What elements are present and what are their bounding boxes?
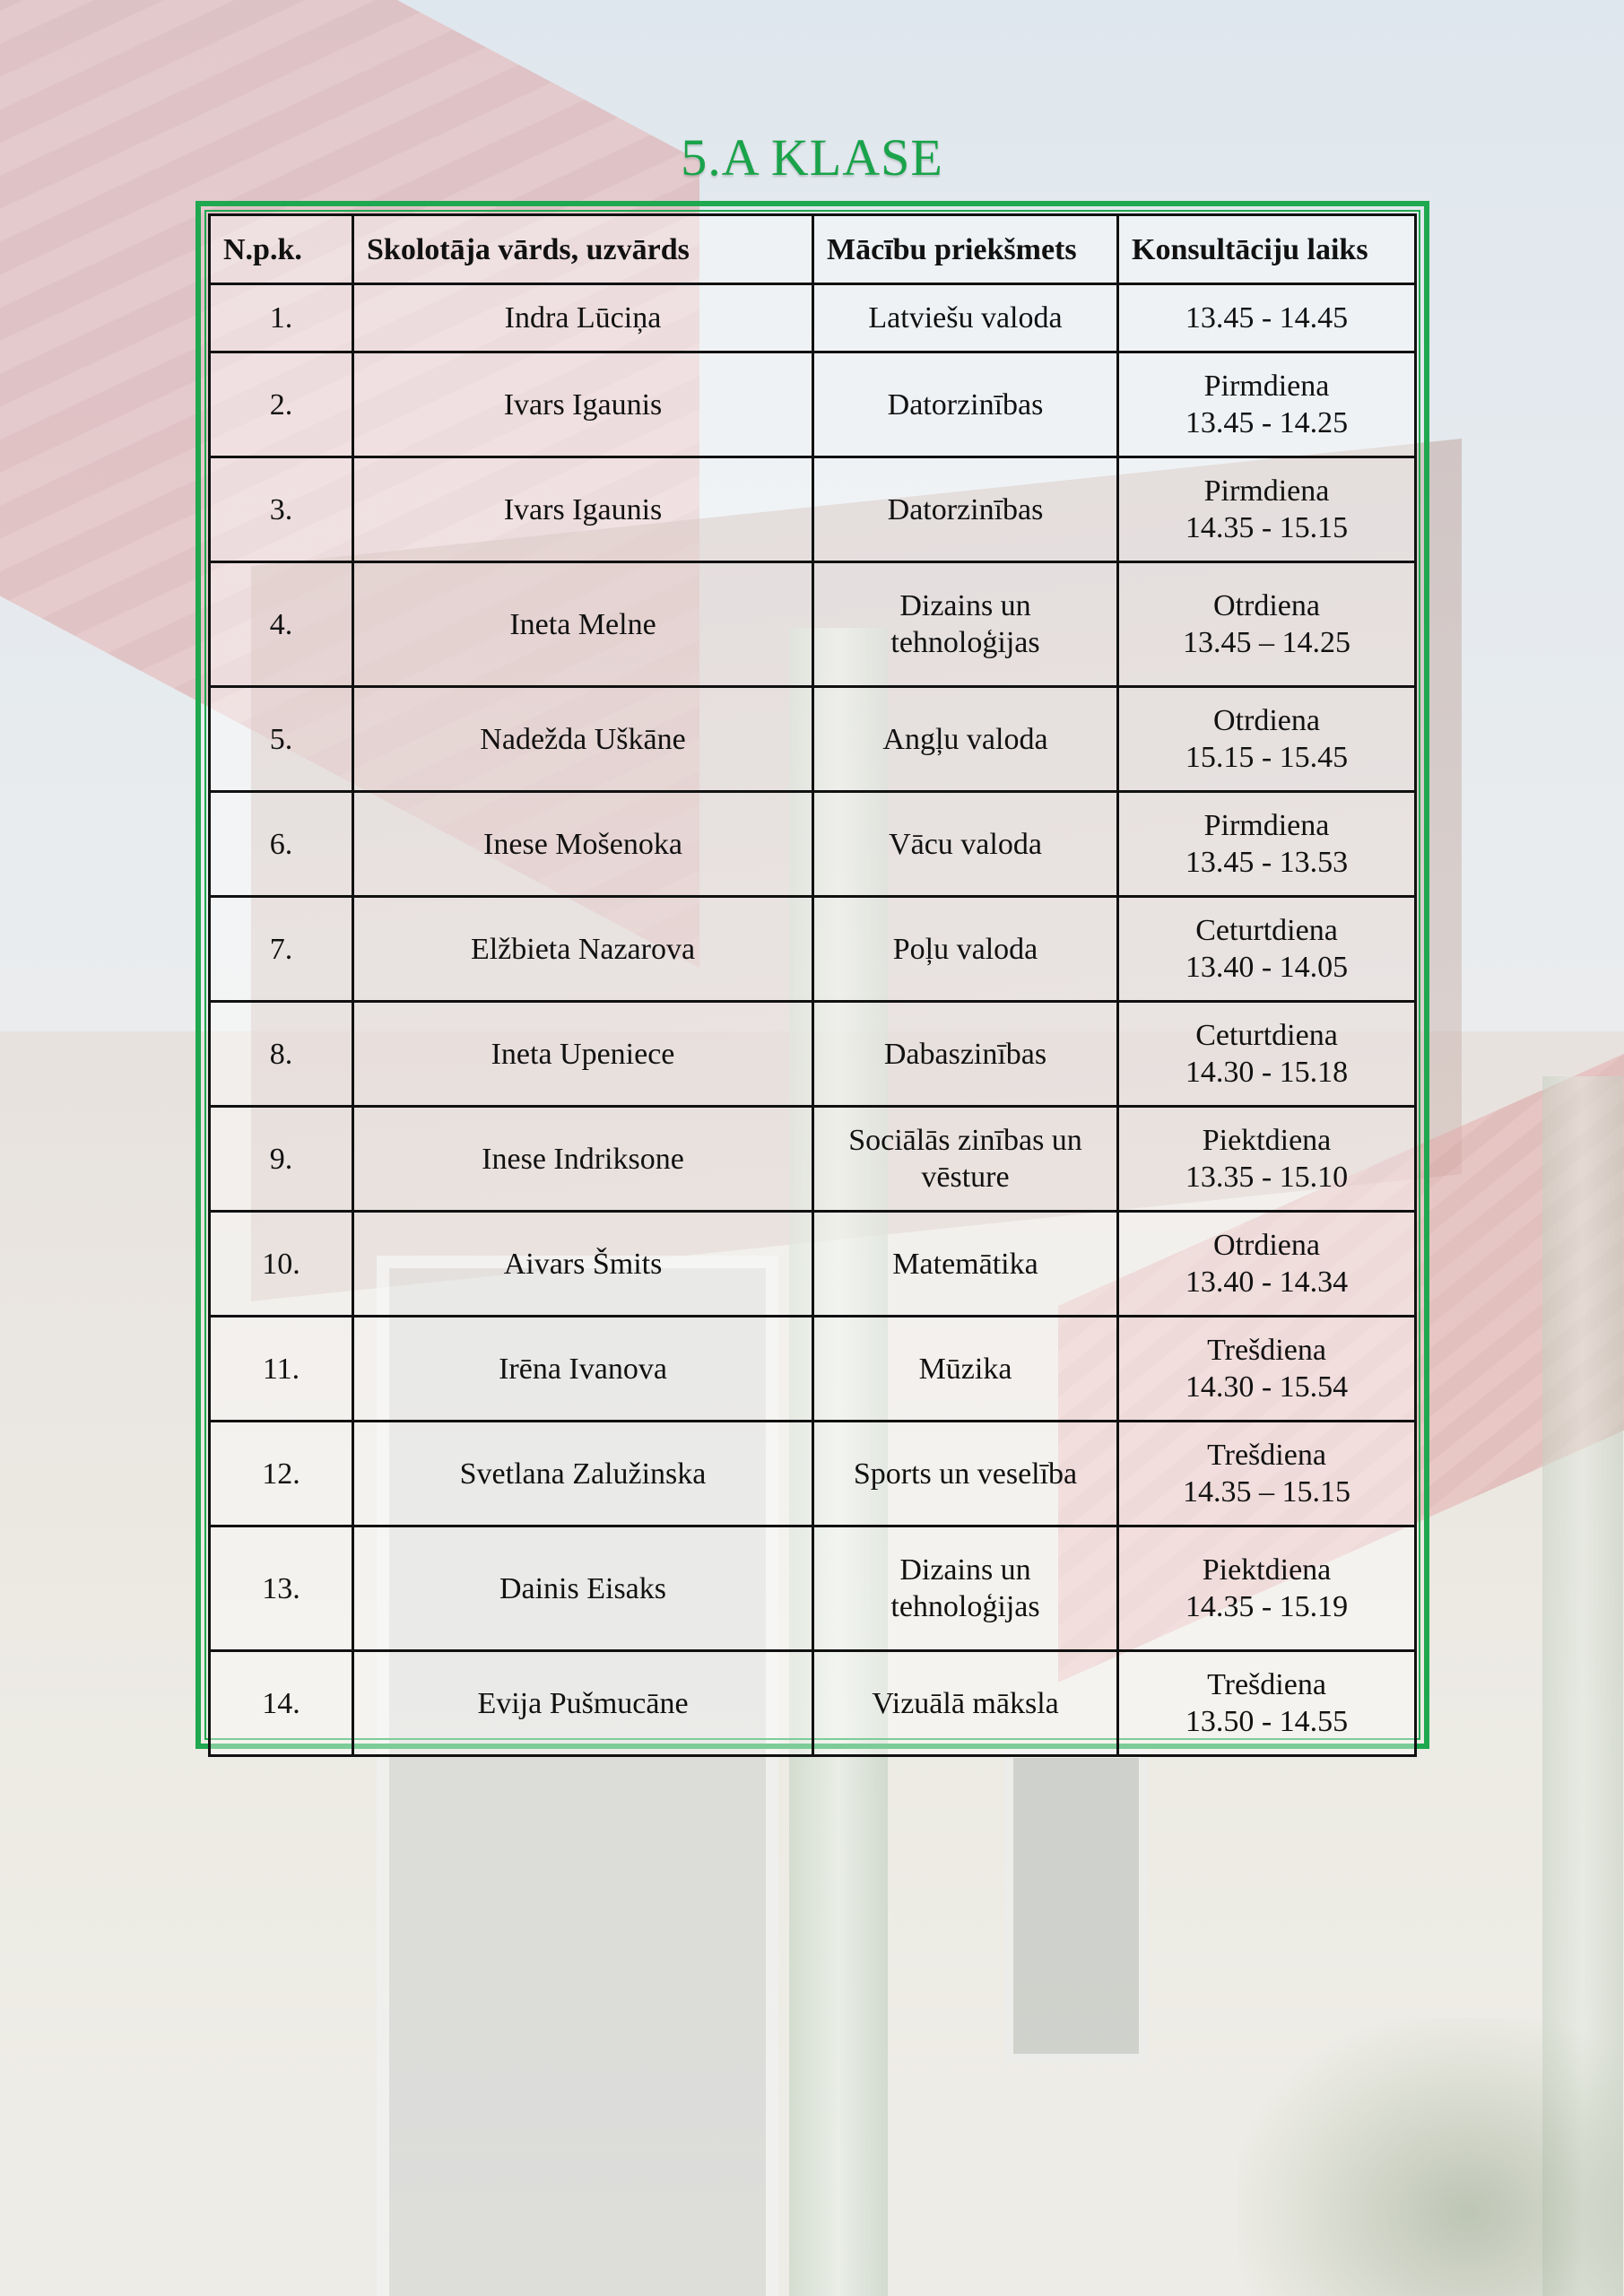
- consultation-table: [208, 213, 1417, 1757]
- cell-number: 5.: [210, 687, 353, 792]
- header-teacher: Skolotāja vārds, uzvārds: [353, 215, 813, 284]
- cell-teacher: Elžbieta Nazarova: [353, 897, 813, 1002]
- cell-number: 12.: [210, 1422, 353, 1526]
- cell-consultation-time: [1118, 1317, 1416, 1422]
- cell-number: 9.: [210, 1107, 353, 1212]
- cell-number: 7.: [210, 897, 353, 1002]
- cell-subject: [813, 897, 1118, 1002]
- time-line: 14.35 - 15.15: [1185, 511, 1349, 544]
- cell-teacher: Indra Lūciņa: [353, 284, 813, 352]
- time-line: Pirmdiena: [1203, 474, 1330, 508]
- cell-subject: [813, 284, 1118, 352]
- table-row: [210, 352, 1416, 457]
- cell-consultation-time: [1118, 1002, 1416, 1107]
- table-row: [210, 1526, 1416, 1651]
- subject-line: Latviešu valoda: [868, 301, 1063, 335]
- table-row: [210, 457, 1416, 562]
- subject-line: tehnoloģijas: [890, 626, 1040, 659]
- table-frame: [195, 201, 1429, 1749]
- time-line: 13.40 - 14.05: [1185, 951, 1349, 984]
- time-line: 13.45 - 14.45: [1185, 301, 1349, 335]
- subject-line: Dabaszinības: [883, 1037, 1047, 1071]
- cell-subject: [813, 562, 1118, 687]
- subject-line: vēsture: [921, 1161, 1010, 1194]
- cell-subject: [813, 1212, 1118, 1317]
- subject-line: Poļu valoda: [892, 932, 1038, 966]
- cell-teacher: Ivars Igaunis: [353, 457, 813, 562]
- cell-teacher: Ivars Igaunis: [353, 352, 813, 457]
- time-line: 14.35 - 15.19: [1185, 1590, 1349, 1623]
- table-inner-frame: [204, 210, 1420, 1740]
- header-subject: Mācību priekšmets: [813, 215, 1118, 284]
- table-row: [210, 1212, 1416, 1317]
- time-line: 14.30 - 15.54: [1185, 1370, 1349, 1404]
- time-line: Pirmdiena: [1203, 809, 1330, 842]
- time-line: Piektdiena: [1202, 1553, 1332, 1587]
- subject-line: Vācu valoda: [889, 827, 1042, 861]
- subject-line: Datorzinības: [887, 492, 1044, 526]
- time-line: Ceturtdiena: [1195, 1019, 1338, 1052]
- cell-subject: [813, 1107, 1118, 1212]
- cell-number: 1.: [210, 284, 353, 352]
- table-row: [210, 897, 1416, 1002]
- subject-line: tehnoloģijas: [890, 1590, 1040, 1623]
- cell-subject: [813, 1002, 1118, 1107]
- background-tree: [1238, 2018, 1623, 2296]
- cell-consultation-time: [1118, 1107, 1416, 1212]
- table-row: [210, 284, 1416, 352]
- cell-number: 11.: [210, 1317, 353, 1422]
- cell-number: 3.: [210, 457, 353, 562]
- cell-consultation-time: [1118, 457, 1416, 562]
- table-body: [210, 284, 1416, 1756]
- subject-line: Mūzika: [918, 1352, 1012, 1386]
- background-window: [1004, 1749, 1148, 2063]
- time-line: 13.40 - 14.34: [1185, 1265, 1349, 1299]
- cell-number: 6.: [210, 792, 353, 897]
- header-time: Konsultāciju laiks: [1118, 215, 1416, 284]
- cell-consultation-time: [1118, 1212, 1416, 1317]
- time-line: 13.45 - 14.25: [1185, 406, 1349, 439]
- cell-consultation-time: [1118, 897, 1416, 1002]
- time-line: Piektdiena: [1202, 1124, 1332, 1157]
- time-line: Trešdiena: [1207, 1439, 1326, 1472]
- time-line: Otrdiena: [1213, 1229, 1320, 1262]
- time-line: 13.45 – 14.25: [1183, 626, 1350, 659]
- table-row: [210, 792, 1416, 897]
- cell-teacher: Inese Indriksone: [353, 1107, 813, 1212]
- cell-consultation-time: [1118, 1526, 1416, 1651]
- cell-teacher: Ineta Upeniece: [353, 1002, 813, 1107]
- subject-line: Sociālās zinības un: [848, 1124, 1082, 1157]
- table-row: [210, 1002, 1416, 1107]
- table-row: [210, 687, 1416, 792]
- table-row: [210, 1422, 1416, 1526]
- time-line: 13.45 - 13.53: [1185, 846, 1349, 879]
- cell-consultation-time: [1118, 1651, 1416, 1756]
- cell-teacher: Nadežda Uškāne: [353, 687, 813, 792]
- cell-number: 4.: [210, 562, 353, 687]
- cell-subject: [813, 1317, 1118, 1422]
- time-line: Ceturtdiena: [1195, 914, 1338, 947]
- time-line: 14.30 - 15.18: [1185, 1056, 1349, 1089]
- cell-consultation-time: [1118, 352, 1416, 457]
- time-line: 13.35 - 15.10: [1185, 1161, 1349, 1194]
- table-row: [210, 562, 1416, 687]
- cell-teacher: Dainis Eisaks: [353, 1526, 813, 1651]
- cell-teacher: Irēna Ivanova: [353, 1317, 813, 1422]
- time-line: Otrdiena: [1213, 704, 1320, 737]
- cell-teacher: Ineta Melne: [353, 562, 813, 687]
- cell-teacher: Inese Mošenoka: [353, 792, 813, 897]
- cell-subject: [813, 457, 1118, 562]
- time-line: Trešdiena: [1207, 1334, 1326, 1367]
- cell-consultation-time: [1118, 1422, 1416, 1526]
- subject-line: Vizuālā māksla: [872, 1686, 1059, 1720]
- subject-line: Datorzinības: [887, 387, 1044, 422]
- subject-line: Dizains un: [899, 1553, 1031, 1587]
- time-line: Pirmdiena: [1203, 370, 1330, 403]
- cell-number: 2.: [210, 352, 353, 457]
- cell-consultation-time: [1118, 284, 1416, 352]
- cell-subject: [813, 792, 1118, 897]
- cell-teacher: Aivars Šmits: [353, 1212, 813, 1317]
- time-line: 15.15 - 15.45: [1185, 741, 1349, 774]
- cell-teacher: Evija Pušmucāne: [353, 1651, 813, 1756]
- cell-consultation-time: [1118, 687, 1416, 792]
- time-line: 14.35 – 15.15: [1183, 1475, 1350, 1509]
- table-header-row: [210, 215, 1416, 284]
- cell-subject: [813, 687, 1118, 792]
- cell-subject: [813, 1422, 1118, 1526]
- subject-line: Dizains un: [899, 589, 1031, 622]
- cell-number: 14.: [210, 1651, 353, 1756]
- cell-consultation-time: [1118, 562, 1416, 687]
- cell-number: 13.: [210, 1526, 353, 1651]
- time-line: 13.50 - 14.55: [1185, 1705, 1349, 1738]
- time-line: Otrdiena: [1213, 589, 1320, 622]
- page-title: 5.A KLASE: [681, 128, 943, 187]
- cell-number: 8.: [210, 1002, 353, 1107]
- subject-line: Sports un veselība: [853, 1457, 1078, 1491]
- table-row: [210, 1107, 1416, 1212]
- cell-subject: [813, 352, 1118, 457]
- cell-subject: [813, 1651, 1118, 1756]
- subject-line: Matemātika: [892, 1247, 1038, 1281]
- table-row: [210, 1317, 1416, 1422]
- cell-consultation-time: [1118, 792, 1416, 897]
- subject-line: Angļu valoda: [882, 722, 1048, 756]
- time-line: Trešdiena: [1207, 1668, 1326, 1701]
- cell-subject: [813, 1526, 1118, 1651]
- cell-number: 10.: [210, 1212, 353, 1317]
- table-row: [210, 1651, 1416, 1756]
- cell-teacher: Svetlana Zalužinska: [353, 1422, 813, 1526]
- header-number: N.p.k.: [210, 215, 353, 284]
